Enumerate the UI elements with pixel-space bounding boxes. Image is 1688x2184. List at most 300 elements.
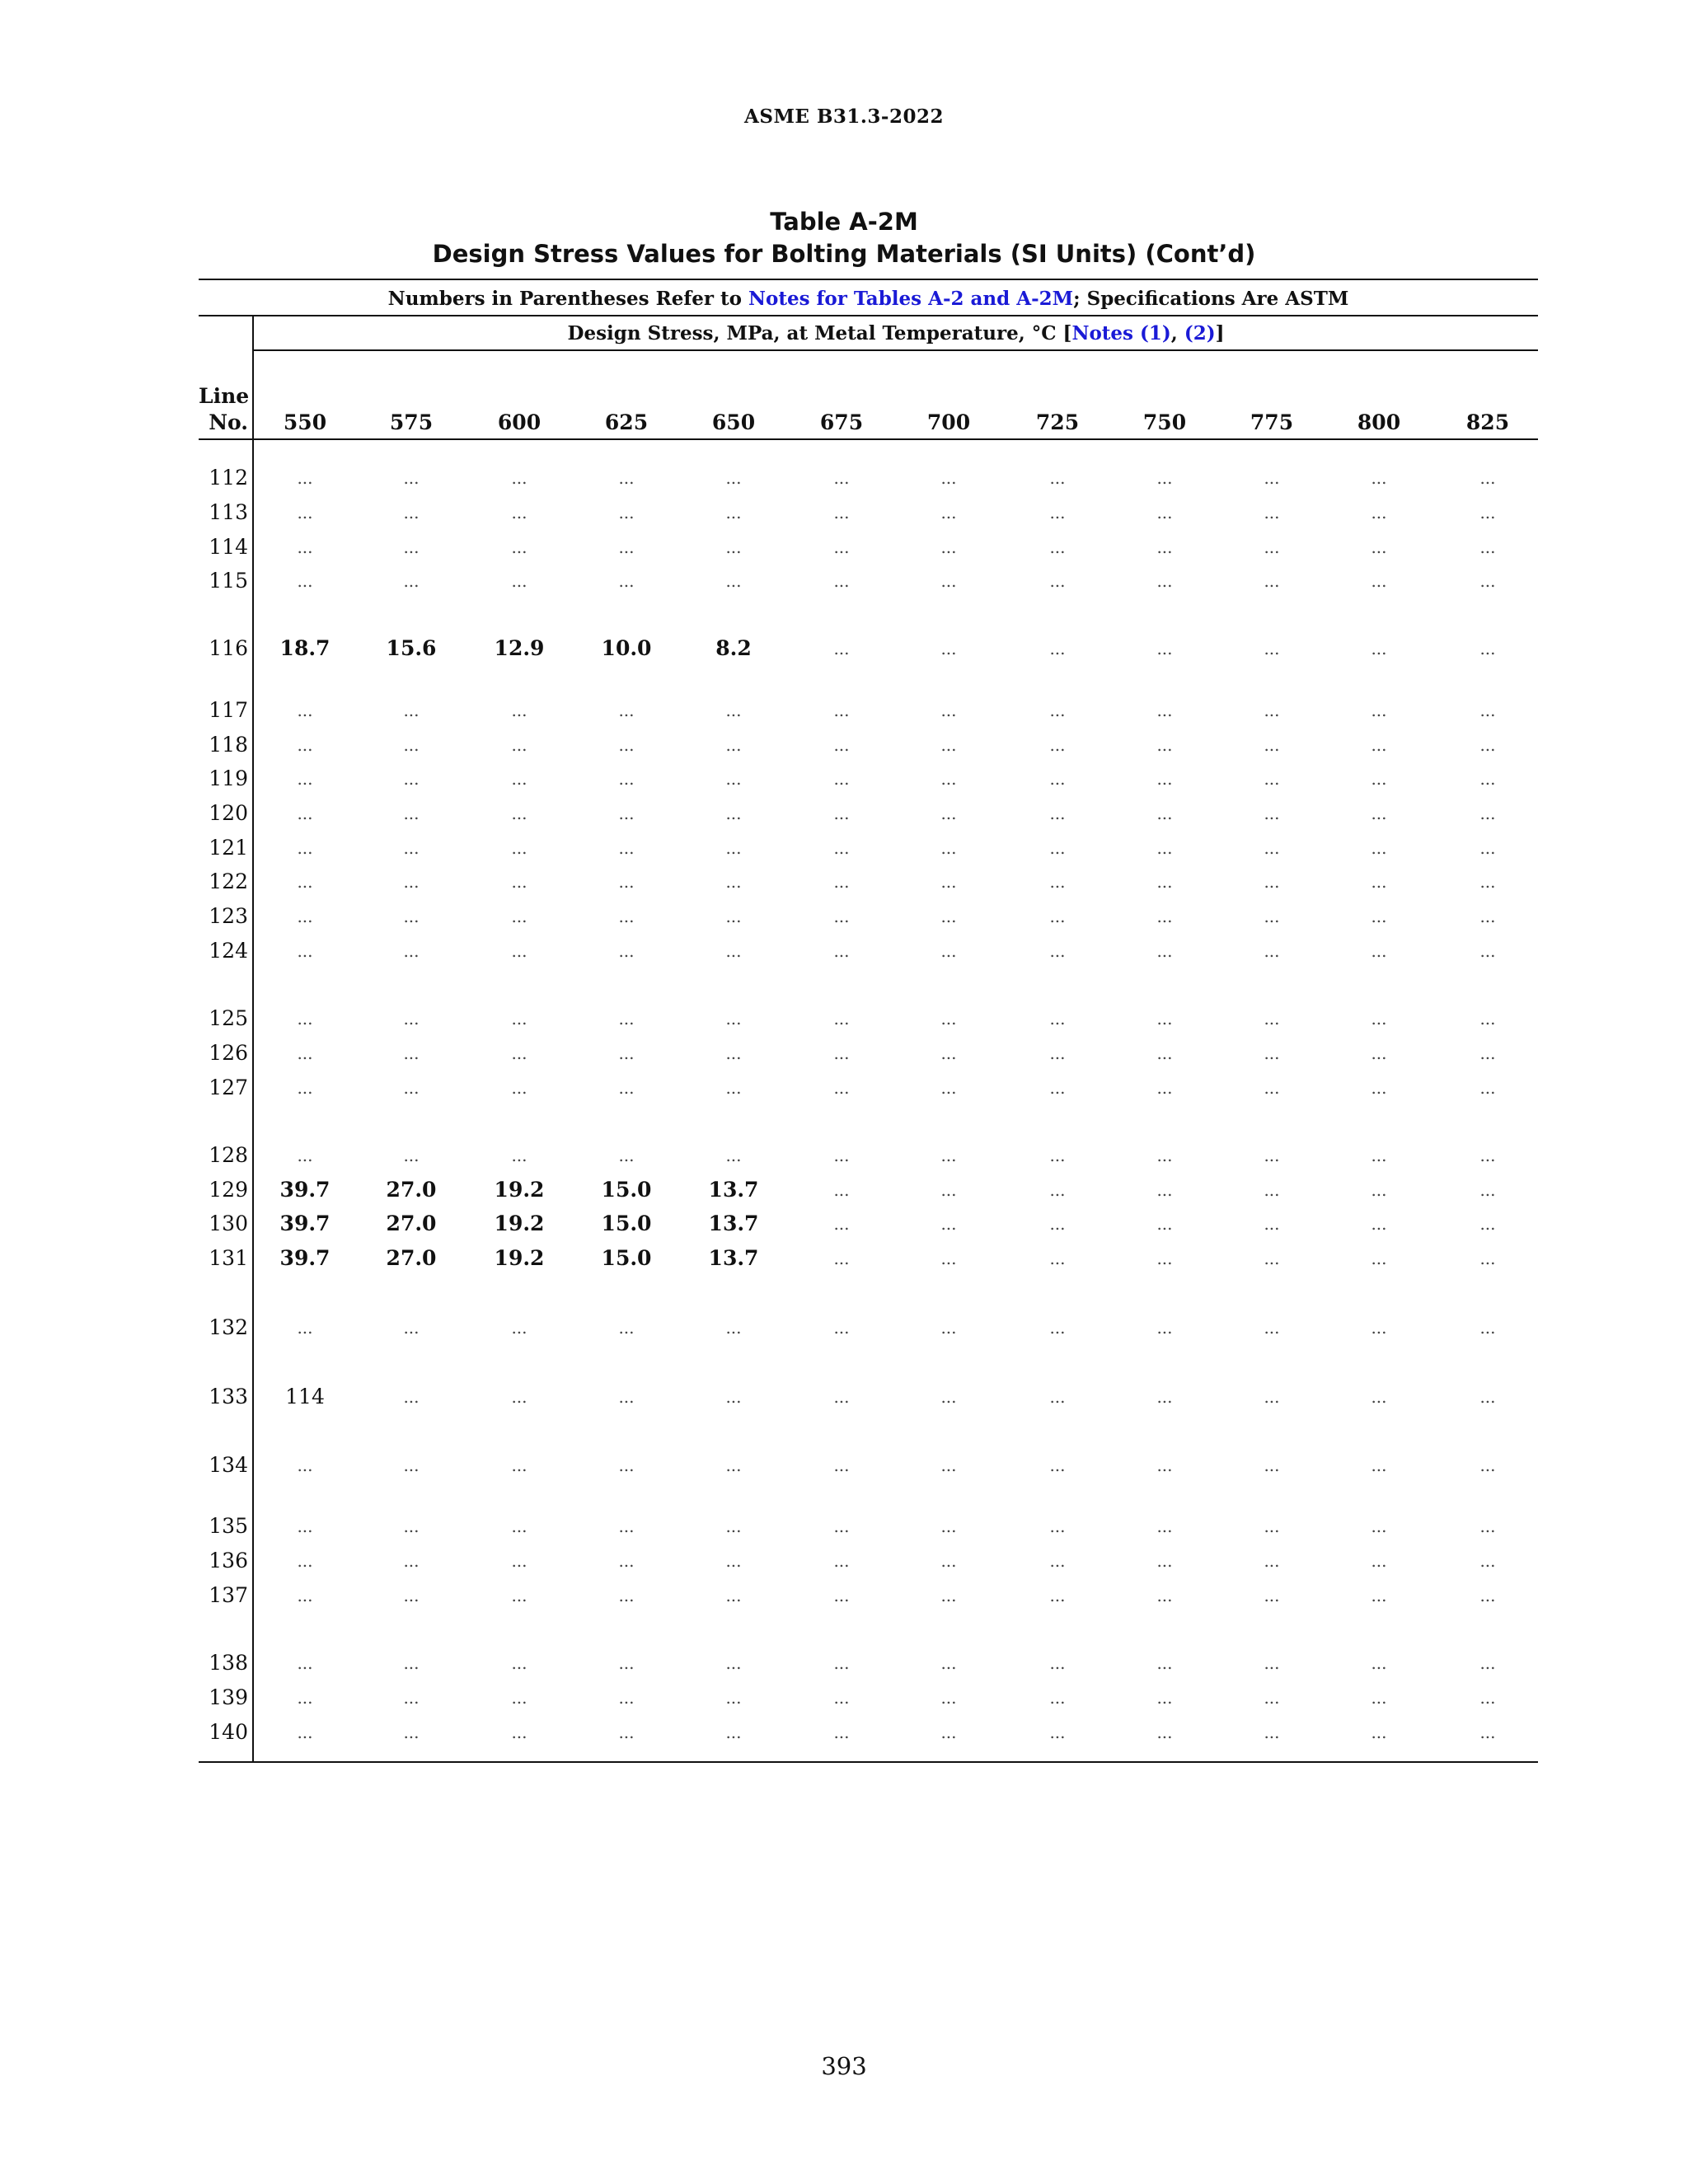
table-cell: ...	[833, 701, 850, 720]
table-cell: ...	[725, 1688, 742, 1708]
table-cell: ...	[1371, 907, 1387, 926]
table-cell: ...	[1049, 1653, 1066, 1673]
table-cell: ...	[1479, 735, 1496, 755]
table-cell: ...	[725, 769, 742, 789]
table-cell: ...	[1049, 1009, 1066, 1029]
table-cell: ...	[1156, 1387, 1173, 1407]
table-cell: 13.7	[708, 1178, 759, 1202]
table-cell: ...	[618, 735, 635, 755]
table-cell: ...	[1479, 1249, 1496, 1268]
table-cell: ...	[833, 1516, 850, 1536]
table-cell: ...	[1479, 1180, 1496, 1200]
table-cell: ...	[940, 1214, 957, 1234]
page-number: 393	[821, 2052, 867, 2080]
table-cell: ...	[297, 941, 313, 961]
table-cell: ...	[725, 941, 742, 961]
header-bottom-rule	[199, 438, 1538, 440]
table-cell: ...	[297, 872, 313, 892]
line-number: 126	[209, 1041, 248, 1065]
table-cell: ...	[511, 1551, 528, 1571]
table-row	[0, 694, 1688, 727]
table-cell: ...	[1371, 639, 1387, 658]
table-cell: ...	[618, 1078, 635, 1098]
table-cell: ...	[1479, 1318, 1496, 1338]
table-cell: ...	[1371, 1455, 1387, 1475]
table-cell: ...	[1264, 804, 1280, 823]
table-cell: ...	[1049, 1551, 1066, 1571]
table-cell: ...	[1156, 1043, 1173, 1063]
table-cell: ...	[1156, 1551, 1173, 1571]
table-cell: ...	[833, 804, 850, 823]
line-header-2: No.	[209, 410, 248, 434]
table-cell: ...	[1156, 468, 1173, 488]
table-cell: ...	[1156, 1455, 1173, 1475]
table-cell: ...	[725, 503, 742, 523]
table-cell: ...	[940, 1551, 957, 1571]
table-cell: ...	[833, 838, 850, 858]
table-cell: ...	[1156, 701, 1173, 720]
table-cell: ...	[403, 769, 420, 789]
table-cell: ...	[725, 1722, 742, 1742]
table-cell: ...	[1264, 1688, 1280, 1708]
table-cell: ...	[1371, 1688, 1387, 1708]
line-header-1: Line	[199, 384, 250, 408]
table-subtitle: Design Stress Values for Bolting Materials (SI Units) (Cont’d)	[432, 240, 1256, 268]
table-cell: ...	[940, 838, 957, 858]
table-cell: ...	[1156, 1688, 1173, 1708]
table-cell: ...	[1371, 1516, 1387, 1536]
table-cell: ...	[1264, 1180, 1280, 1200]
table-row	[0, 1174, 1688, 1207]
table-cell: ...	[833, 537, 850, 557]
table-cell: ...	[403, 1318, 420, 1338]
table-cell: ...	[1156, 907, 1173, 926]
table-row	[0, 531, 1688, 564]
table-cell: ...	[1049, 1249, 1066, 1268]
table-row	[0, 462, 1688, 494]
table-cell: ...	[1156, 769, 1173, 789]
table-cell: ...	[511, 941, 528, 961]
table-cell: 15.6	[386, 636, 437, 660]
table-cell: ...	[1156, 571, 1173, 591]
table-cell: ...	[1049, 1455, 1066, 1475]
table-row	[0, 729, 1688, 762]
line-number: 120	[209, 801, 248, 825]
table-cell: ...	[403, 804, 420, 823]
table-cell: ...	[833, 468, 850, 488]
table-cell: ...	[1479, 941, 1496, 961]
table-cell: ...	[940, 1146, 957, 1165]
table-cell: ...	[833, 503, 850, 523]
line-number: 116	[209, 636, 248, 660]
table-cell: ...	[1264, 941, 1280, 961]
table-row	[0, 1716, 1688, 1749]
line-number: 129	[209, 1178, 248, 1202]
table-cell: ...	[618, 1516, 635, 1536]
note-1-link[interactable]: Notes (1)	[1071, 322, 1171, 344]
table-cell: ...	[618, 701, 635, 720]
table-cell: ...	[511, 701, 528, 720]
notes-band	[199, 287, 1538, 312]
table-cell: ...	[403, 872, 420, 892]
line-number: 133	[209, 1385, 248, 1408]
table-cell: 13.7	[708, 1246, 759, 1270]
table-cell: ...	[725, 468, 742, 488]
table-cell: ...	[1264, 1078, 1280, 1098]
table-cell: ...	[1479, 907, 1496, 926]
note-2-link[interactable]: (2)	[1184, 322, 1216, 344]
table-cell: ...	[1264, 1722, 1280, 1742]
table-cell: ...	[297, 804, 313, 823]
table-cell: ...	[1049, 1214, 1066, 1234]
table-row	[0, 565, 1688, 598]
table-cell: ...	[940, 701, 957, 720]
table-cell: ...	[940, 468, 957, 488]
table-cell: ...	[1156, 1318, 1173, 1338]
table-cell: ...	[725, 735, 742, 755]
line-number: 140	[209, 1720, 248, 1744]
table-cell: ...	[940, 1249, 957, 1268]
design-stress-suffix: ]	[1215, 322, 1225, 344]
table-cell: 15.0	[601, 1212, 652, 1235]
table-cell: ...	[940, 537, 957, 557]
table-cell: ...	[1049, 1586, 1066, 1605]
table-cell: ...	[1479, 1078, 1496, 1098]
line-number: 117	[209, 698, 248, 722]
table-cell: ...	[1156, 1516, 1173, 1536]
table-cell: ...	[1264, 769, 1280, 789]
table-cell: ...	[403, 907, 420, 926]
table-cell: ...	[725, 838, 742, 858]
table-cell: ...	[297, 1078, 313, 1098]
table-cell: ...	[1049, 639, 1066, 658]
table-cell: ...	[1156, 1180, 1173, 1200]
table-cell: ...	[1049, 537, 1066, 557]
table-cell: ...	[725, 1146, 742, 1165]
table-cell: ...	[1049, 701, 1066, 720]
table-cell: ...	[618, 571, 635, 591]
line-number: 131	[209, 1246, 248, 1270]
table-row	[0, 1647, 1688, 1680]
table-cell: ...	[940, 1653, 957, 1673]
table-cell: ...	[1371, 1180, 1387, 1200]
column-header-775: 775	[1250, 410, 1294, 434]
table-cell: ...	[403, 503, 420, 523]
table-cell: ...	[511, 769, 528, 789]
table-cell: ...	[1479, 1722, 1496, 1742]
line-number: 136	[209, 1549, 248, 1572]
table-cell: ...	[1049, 804, 1066, 823]
table-cell: ...	[1479, 1214, 1496, 1234]
line-number: 127	[209, 1076, 248, 1099]
table-cell: ...	[618, 769, 635, 789]
table-cell: ...	[297, 907, 313, 926]
running-head: ASME B31.3-2022	[744, 105, 944, 128]
table-row	[0, 1242, 1688, 1275]
table-cell: ...	[1264, 1249, 1280, 1268]
column-header-825: 825	[1465, 410, 1510, 434]
table-cell: ...	[833, 735, 850, 755]
table-cell: ...	[940, 1318, 957, 1338]
table-cell: ...	[297, 1455, 313, 1475]
table-cell: ...	[725, 1586, 742, 1605]
table-cell: ...	[403, 1516, 420, 1536]
table-cell: ...	[940, 872, 957, 892]
table-cell: ...	[511, 1078, 528, 1098]
design-stress-sep: ,	[1170, 322, 1184, 344]
table-row	[0, 1002, 1688, 1035]
table-row	[0, 832, 1688, 865]
table-cell: ...	[1264, 1455, 1280, 1475]
column-header-625: 625	[604, 410, 649, 434]
table-cell: ...	[403, 701, 420, 720]
table-cell: ...	[1479, 1653, 1496, 1673]
table-cell: ...	[1049, 1180, 1066, 1200]
table-cell: ...	[940, 503, 957, 523]
table-cell: ...	[940, 1078, 957, 1098]
table-cell: ...	[940, 1180, 957, 1200]
table-cell: ...	[618, 1455, 635, 1475]
table-title: Table A-2M	[770, 208, 918, 236]
table-cell: ...	[1264, 907, 1280, 926]
table-cell: ...	[1371, 1653, 1387, 1673]
table-cell: ...	[940, 769, 957, 789]
table-cell: ...	[1371, 804, 1387, 823]
table-cell: ...	[511, 1722, 528, 1742]
line-number: 112	[209, 466, 248, 490]
table-cell: ...	[1371, 537, 1387, 557]
table-row	[0, 865, 1688, 898]
table-cell: ...	[618, 1653, 635, 1673]
table-cell: ...	[1479, 804, 1496, 823]
table-cell: ...	[297, 1722, 313, 1742]
table-cell: ...	[511, 1043, 528, 1063]
table-cell: ...	[511, 1586, 528, 1605]
table-cell: ...	[1479, 1586, 1496, 1605]
table-cell: ...	[1264, 503, 1280, 523]
table-row	[0, 1681, 1688, 1714]
table-cell: ...	[1371, 735, 1387, 755]
table-cell: ...	[833, 1078, 850, 1098]
table-cell: ...	[1479, 701, 1496, 720]
table-cell: ...	[1371, 769, 1387, 789]
table-cell: ...	[1371, 872, 1387, 892]
table-cell: ...	[725, 804, 742, 823]
table-cell: ...	[511, 872, 528, 892]
table-cell: 27.0	[386, 1212, 437, 1235]
table-cell: ...	[940, 941, 957, 961]
table-cell: ...	[1156, 1146, 1173, 1165]
table-row	[0, 1579, 1688, 1612]
table-cell: ...	[1156, 1249, 1173, 1268]
table-cell: ...	[940, 1009, 957, 1029]
table-cell: ...	[1371, 571, 1387, 591]
table-cell: ...	[1371, 1551, 1387, 1571]
table-cell: ...	[1156, 804, 1173, 823]
table-row	[0, 1544, 1688, 1577]
table-cell: ...	[297, 571, 313, 591]
table-cell: ...	[940, 1455, 957, 1475]
band-rule	[199, 315, 1538, 316]
table-cell: ...	[297, 1516, 313, 1536]
table-cell: ...	[511, 1009, 528, 1029]
table-cell: ...	[833, 1146, 850, 1165]
table-cell: ...	[940, 1043, 957, 1063]
table-cell: ...	[297, 1653, 313, 1673]
table-cell: ...	[725, 701, 742, 720]
table-cell: ...	[511, 804, 528, 823]
table-cell: 39.7	[279, 1246, 331, 1270]
table-cell: ...	[1264, 838, 1280, 858]
table-cell: ...	[403, 537, 420, 557]
table-cell: ...	[618, 1586, 635, 1605]
line-number: 134	[209, 1453, 248, 1477]
table-cell: ...	[1371, 1146, 1387, 1165]
table-cell: ...	[1371, 941, 1387, 961]
table-cell: ...	[618, 872, 635, 892]
table-cell: 12.9	[494, 636, 545, 660]
table-cell: ...	[297, 1009, 313, 1029]
table-cell: ...	[618, 1387, 635, 1407]
table-cell: ...	[725, 1043, 742, 1063]
table-cell: ...	[1264, 1387, 1280, 1407]
table-cell: 39.7	[279, 1178, 331, 1202]
table-cell: 27.0	[386, 1178, 437, 1202]
table-cell: ...	[1264, 1586, 1280, 1605]
line-no-header	[199, 383, 248, 436]
table-cell: ...	[1049, 1722, 1066, 1742]
table-cell: ...	[403, 571, 420, 591]
table-cell: ...	[1049, 1387, 1066, 1407]
table-cell: ...	[1049, 1516, 1066, 1536]
table-cell: ...	[940, 1586, 957, 1605]
table-cell: ...	[1479, 1516, 1496, 1536]
table-cell: 18.7	[279, 636, 331, 660]
notes-link[interactable]: Notes for Tables A-2 and A-2M	[748, 288, 1074, 310]
table-cell: 39.7	[279, 1212, 331, 1235]
table-cell: ...	[833, 1653, 850, 1673]
table-cell: ...	[1156, 537, 1173, 557]
table-cell: ...	[1371, 1387, 1387, 1407]
line-number: 115	[209, 569, 248, 593]
table-cell: ...	[1264, 1214, 1280, 1234]
table-cell: ...	[1479, 1551, 1496, 1571]
table-row	[0, 900, 1688, 933]
table-cell: ...	[725, 1551, 742, 1571]
table-cell: 15.0	[601, 1246, 652, 1270]
table-cell: ...	[1479, 639, 1496, 658]
line-number: 135	[209, 1514, 248, 1538]
table-cell: ...	[1156, 1214, 1173, 1234]
table-cell: ...	[833, 1214, 850, 1234]
table-cell: ...	[1371, 1722, 1387, 1742]
table-cell: ...	[1264, 1516, 1280, 1536]
line-number: 114	[209, 535, 248, 559]
table-cell: ...	[1049, 838, 1066, 858]
table-cell: ...	[403, 1586, 420, 1605]
table-cell: 19.2	[494, 1246, 545, 1270]
table-cell: ...	[403, 1455, 420, 1475]
table-cell: ...	[1264, 571, 1280, 591]
table-cell: ...	[725, 1653, 742, 1673]
table-cell: ...	[618, 1318, 635, 1338]
table-cell: ...	[1479, 1009, 1496, 1029]
table-row	[0, 496, 1688, 529]
table-cell: ...	[511, 1653, 528, 1673]
table-cell: ...	[725, 1078, 742, 1098]
table-cell: ...	[403, 1653, 420, 1673]
table-row	[0, 762, 1688, 795]
table-cell: ...	[1049, 907, 1066, 926]
table-row	[0, 935, 1688, 968]
table-cell: ...	[1264, 1318, 1280, 1338]
table-cell: ...	[725, 1516, 742, 1536]
table-cell: ...	[403, 1078, 420, 1098]
design-stress-prefix: Design Stress, MPa, at Metal Temperature, °C [	[567, 322, 1072, 344]
table-cell: 8.2	[715, 636, 752, 660]
table-cell: ...	[1479, 872, 1496, 892]
table-row	[0, 1311, 1688, 1344]
column-header-800: 800	[1357, 410, 1401, 434]
table-cell: ...	[618, 941, 635, 961]
table-cell: ...	[511, 1455, 528, 1475]
table-cell: ...	[833, 769, 850, 789]
table-cell: ...	[1264, 735, 1280, 755]
table-cell: ...	[297, 468, 313, 488]
table-row	[0, 1037, 1688, 1070]
table-cell: ...	[1371, 468, 1387, 488]
table-cell: ...	[833, 872, 850, 892]
table-row	[0, 797, 1688, 830]
table-cell: ...	[511, 503, 528, 523]
table-cell: ...	[618, 804, 635, 823]
table-cell: ...	[833, 571, 850, 591]
table-cell: 114	[285, 1385, 325, 1408]
table-cell: ...	[511, 537, 528, 557]
table-row	[0, 632, 1688, 665]
table-cell: ...	[297, 735, 313, 755]
table-cell: ...	[511, 907, 528, 926]
table-cell: ...	[1049, 1078, 1066, 1098]
table-cell: ...	[1479, 468, 1496, 488]
table-cell: ...	[1371, 503, 1387, 523]
table-cell: ...	[1156, 872, 1173, 892]
table-cell: ...	[833, 639, 850, 658]
table-cell: ...	[403, 735, 420, 755]
table-cell: ...	[1156, 941, 1173, 961]
table-cell: ...	[511, 571, 528, 591]
table-row	[0, 1071, 1688, 1104]
table-cell: ...	[1264, 701, 1280, 720]
table-cell: ...	[403, 1146, 420, 1165]
table-cell: ...	[403, 1009, 420, 1029]
table-cell: ...	[725, 537, 742, 557]
table-cell: ...	[297, 503, 313, 523]
table-cell: ...	[1264, 872, 1280, 892]
table-cell: ...	[940, 1722, 957, 1742]
table-cell: ...	[1156, 1009, 1173, 1029]
table-top-rule	[199, 279, 1538, 280]
table-cell: ...	[1371, 1249, 1387, 1268]
table-cell: 27.0	[386, 1246, 437, 1270]
table-row	[0, 1380, 1688, 1413]
line-number: 118	[209, 733, 248, 757]
table-cell: ...	[403, 1551, 420, 1571]
table-cell: ...	[1264, 1653, 1280, 1673]
table-cell: ...	[511, 735, 528, 755]
column-header-600: 600	[497, 410, 542, 434]
table-cell: ...	[1264, 1146, 1280, 1165]
